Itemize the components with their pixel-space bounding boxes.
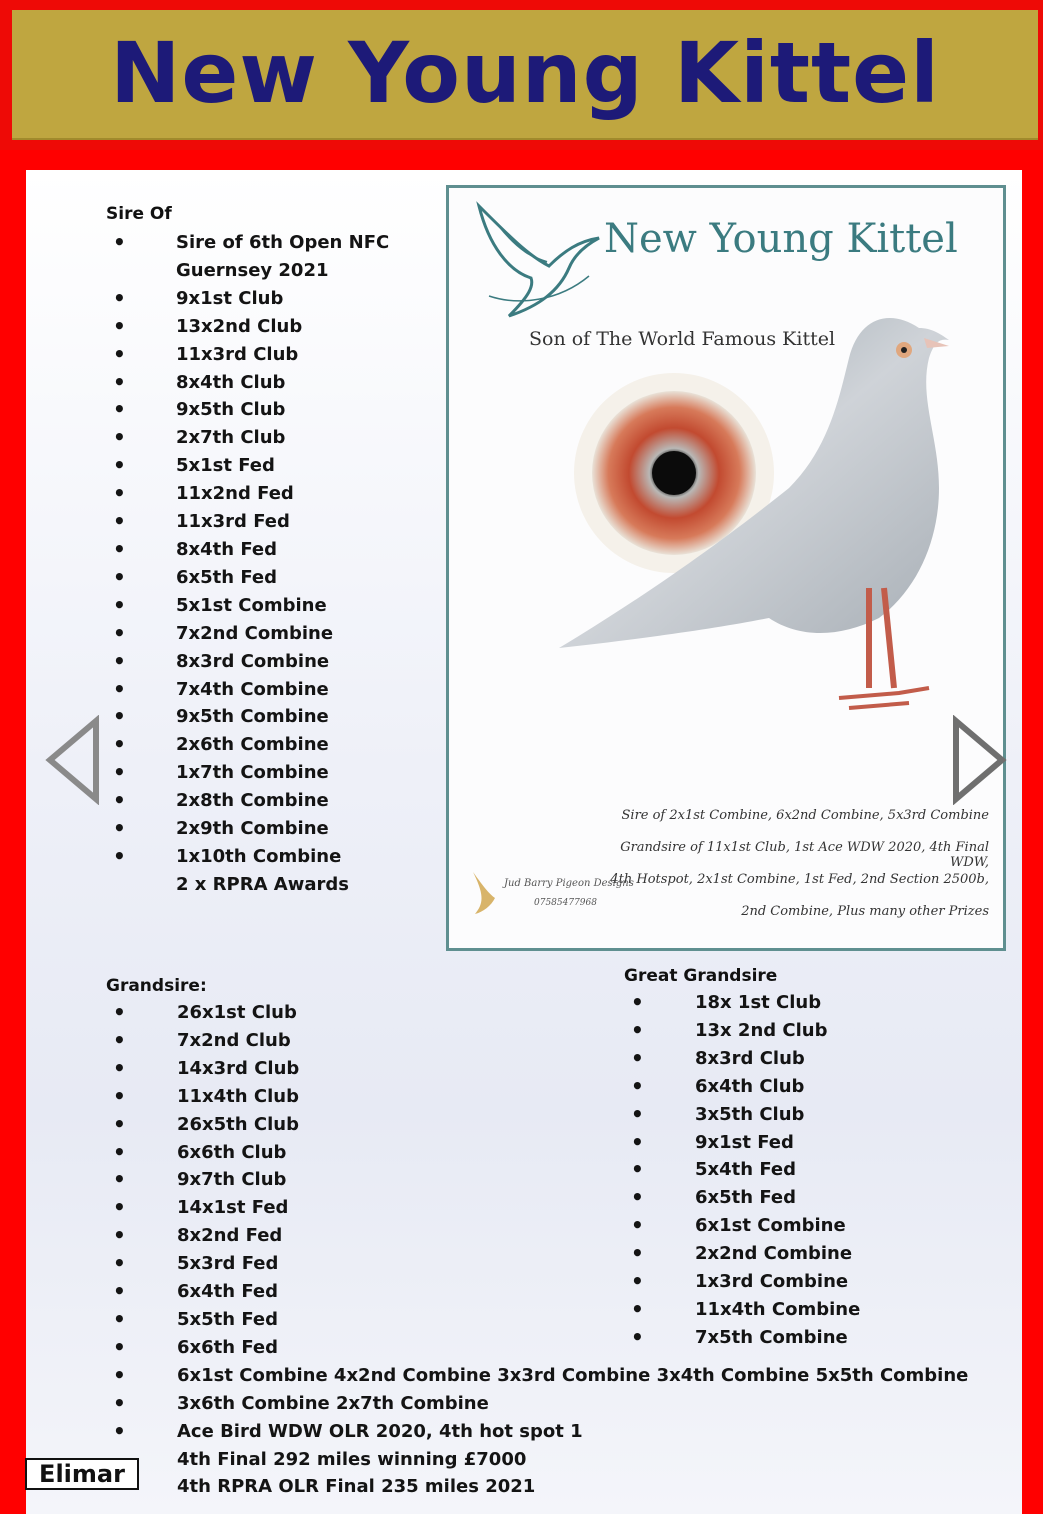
- bullet-icon: •: [631, 1017, 644, 1042]
- bullet-icon: •: [113, 1027, 126, 1052]
- sire-of-item-text: 8x4th Club: [176, 371, 286, 393]
- bullet-icon: •: [631, 1101, 644, 1126]
- bullet-icon: •: [631, 1185, 644, 1210]
- grandsire-item: [107, 1446, 968, 1474]
- sire-of-item-text: Guernsey 2021: [176, 259, 329, 281]
- bullet-icon: •: [113, 1223, 126, 1248]
- sire-of-item: [107, 369, 389, 397]
- sire-of-item-text: 2x7th Club: [176, 427, 286, 449]
- card-line-2: Grandsire of 11x1st Club, 1st Ace WDW 2020, 4th Final WDW,: [620, 840, 989, 870]
- bullet-icon: •: [113, 704, 126, 729]
- sire-of-item-text: 1x10th Combine: [176, 845, 342, 867]
- great-grandsire-heading: Great Grandsire: [624, 966, 778, 986]
- bullet-icon: •: [113, 1000, 126, 1024]
- card-contact: Jud Barry Pigeon Designs: [504, 878, 634, 889]
- sire-of-item-text: 8x4th Fed: [176, 538, 278, 560]
- sire-of-item: [107, 815, 389, 843]
- sire-of-item-text: 6x5th Fed: [176, 566, 278, 588]
- bullet-icon: •: [631, 1073, 644, 1098]
- bullet-icon: •: [113, 1251, 126, 1276]
- sire-of-item: [107, 480, 389, 508]
- great-grandsire-item: [625, 1212, 860, 1240]
- sire-of-item-text: 9x5th Combine: [176, 706, 329, 728]
- bullet-icon: •: [113, 453, 126, 478]
- sire-of-item: [107, 564, 389, 592]
- bullet-icon: •: [631, 1269, 644, 1294]
- title-banner: [0, 0, 1043, 150]
- great-grandsire-item-text: 3x5th Club: [695, 1103, 805, 1125]
- great-grandsire-item-text: 8x3rd Club: [695, 1047, 805, 1069]
- bullet-icon: •: [631, 1324, 644, 1349]
- sire-of-item-text: 11x3rd Fed: [176, 511, 290, 533]
- sire-of-item: [107, 871, 389, 899]
- great-grandsire-item: [625, 1240, 860, 1268]
- great-grandsire-item: [625, 1156, 860, 1184]
- sire-of-item-text: 13x2nd Club: [176, 315, 303, 337]
- card-line-1: Sire of 2x1st Combine, 6x2nd Combine, 5x3rd Combine: [621, 808, 989, 823]
- sire-of-item-text: 11x3rd Club: [176, 343, 299, 365]
- grandsire-item-text: 6x6th Club: [177, 1141, 287, 1163]
- sire-of-item-text: 2x8th Combine: [176, 790, 329, 812]
- grandsire-item-text: 5x5th Fed: [177, 1308, 279, 1330]
- bullet-icon: •: [113, 285, 126, 310]
- sire-of-item: [107, 396, 389, 424]
- page-title: New Young Kittel: [110, 24, 940, 122]
- logo-text: Elimar: [39, 1460, 125, 1488]
- great-grandsire-item: [625, 1129, 860, 1157]
- grandsire-item-text: 5x3rd Fed: [177, 1253, 279, 1275]
- card-subtitle: Son of The World Famous Kittel: [529, 328, 836, 350]
- sire-of-item-text: 11x2nd Fed: [176, 483, 294, 505]
- bullet-icon: •: [113, 341, 126, 366]
- sire-of-item: [107, 592, 389, 620]
- sire-of-item-text: Sire of 6th Open NFC: [176, 232, 390, 253]
- sire-of-item: [107, 424, 389, 452]
- sire-of-item-text: 2x6th Combine: [176, 734, 329, 756]
- great-grandsire-item-text: 9x1st Fed: [695, 1131, 794, 1153]
- bullet-icon: •: [113, 760, 126, 785]
- great-grandsire-item-text: 6x5th Fed: [695, 1187, 797, 1209]
- bullet-icon: •: [631, 1045, 644, 1070]
- grandsire-item-text: 14x1st Fed: [177, 1197, 289, 1219]
- great-grandsire-item-text: 6x1st Combine: [695, 1215, 846, 1237]
- sire-of-heading: Sire Of: [106, 204, 172, 224]
- great-grandsire-item-text: 1x3rd Combine: [695, 1271, 849, 1293]
- great-grandsire-item: [625, 1073, 860, 1101]
- bullet-icon: •: [113, 1279, 126, 1304]
- bullet-icon: •: [113, 732, 126, 757]
- bullet-icon: •: [113, 648, 126, 673]
- bullet-icon: •: [113, 1362, 126, 1387]
- bullet-icon: •: [113, 592, 126, 617]
- bullet-icon: •: [113, 1418, 126, 1443]
- great-grandsire-item: [625, 1101, 860, 1129]
- sire-of-item: [107, 731, 389, 759]
- sire-of-list: [107, 229, 389, 899]
- great-grandsire-item: [625, 989, 860, 1017]
- chevron-right-icon[interactable]: [950, 715, 1010, 805]
- grandsire-item-text: 6x6th Fed: [177, 1336, 279, 1358]
- bullet-icon: •: [113, 1334, 126, 1359]
- sire-of-item-text: 7x2nd Combine: [176, 622, 334, 644]
- great-grandsire-list: [625, 989, 860, 1352]
- card-line-3: 4th Hotspot, 2x1st Combine, 1st Fed, 2nd Section 2500b,: [610, 872, 989, 887]
- sire-of-item-text: 1x7th Combine: [176, 762, 329, 784]
- great-grandsire-item: [625, 1045, 860, 1073]
- sire-of-item: [107, 257, 389, 285]
- sire-of-item: [107, 229, 389, 257]
- sire-of-item: [107, 536, 389, 564]
- bullet-icon: •: [113, 788, 126, 813]
- bullet-icon: •: [113, 1083, 126, 1108]
- bullet-icon: •: [631, 1129, 644, 1154]
- grandsire-item-text: 6x4th Fed: [177, 1281, 279, 1303]
- great-grandsire-item-text: 18x 1st Club: [695, 992, 822, 1013]
- bullet-icon: •: [113, 1390, 126, 1415]
- sire-of-item: [107, 787, 389, 815]
- chevron-left-icon[interactable]: [44, 715, 104, 805]
- pigeon-card: [446, 185, 1006, 951]
- grandsire-item-text: 8x2nd Fed: [177, 1225, 283, 1247]
- great-grandsire-item-text: 7x5th Combine: [695, 1326, 848, 1348]
- sire-of-item-text: 8x3rd Combine: [176, 650, 330, 672]
- sire-of-item: [107, 508, 389, 536]
- grandsire-heading: Grandsire:: [106, 976, 207, 996]
- great-grandsire-item-text: 6x4th Club: [695, 1075, 805, 1097]
- grandsire-item-text: 26x1st Club: [177, 1002, 297, 1023]
- bullet-icon: •: [113, 1195, 126, 1220]
- bullet-icon: •: [113, 1167, 126, 1192]
- bullet-icon: •: [631, 1157, 644, 1182]
- great-grandsire-item: [625, 1017, 860, 1045]
- great-grandsire-item: [625, 1268, 860, 1296]
- bullet-icon: •: [113, 1139, 126, 1164]
- sire-of-item: [107, 313, 389, 341]
- grandsire-item-text: 4th Final 292 miles winning £7000: [177, 1448, 527, 1470]
- bullet-icon: •: [631, 990, 644, 1014]
- title-panel: [12, 10, 1038, 140]
- bullet-icon: •: [113, 481, 126, 506]
- bullet-icon: •: [113, 536, 126, 561]
- grandsire-item: [107, 1362, 968, 1390]
- grandsire-item-text: 11x4th Club: [177, 1085, 299, 1107]
- sire-of-item-text: 7x4th Combine: [176, 678, 329, 700]
- sire-of-item: [107, 703, 389, 731]
- bullet-icon: •: [631, 1213, 644, 1238]
- elimar-logo: [25, 1458, 139, 1490]
- great-grandsire-item: [625, 1296, 860, 1324]
- sire-of-item: [107, 676, 389, 704]
- bullet-icon: •: [113, 564, 126, 589]
- bullet-icon: •: [113, 313, 126, 338]
- card-line-4: 2nd Combine, Plus many other Prizes: [741, 904, 989, 919]
- bullet-icon: •: [113, 676, 126, 701]
- grandsire-item-text: Ace Bird WDW OLR 2020, 4th hot spot 1: [177, 1420, 583, 1442]
- card-title: New Young Kittel: [604, 216, 958, 262]
- grandsire-item-text: 7x2nd Club: [177, 1029, 291, 1051]
- bullet-icon: •: [113, 620, 126, 645]
- dove-small-icon: [469, 868, 503, 916]
- sire-of-item: [107, 759, 389, 787]
- bullet-icon: •: [113, 230, 126, 254]
- sire-of-item-text: 2 x RPRA Awards: [176, 873, 349, 895]
- grandsire-item: [107, 1390, 968, 1418]
- grandsire-item-text: 9x7th Club: [177, 1169, 287, 1191]
- bullet-icon: •: [113, 509, 126, 534]
- sire-of-item: [107, 341, 389, 369]
- bullet-icon: •: [113, 1055, 126, 1080]
- sire-of-item: [107, 285, 389, 313]
- bullet-icon: •: [113, 369, 126, 394]
- bullet-icon: •: [113, 816, 126, 841]
- great-grandsire-item-text: 13x 2nd Club: [695, 1019, 828, 1041]
- bullet-icon: •: [631, 1241, 644, 1266]
- great-grandsire-item: [625, 1184, 860, 1212]
- grandsire-item-text: 14x3rd Club: [177, 1057, 300, 1079]
- grandsire-item: [107, 1473, 968, 1501]
- sire-of-item: [107, 648, 389, 676]
- great-grandsire-item-text: 2x2nd Combine: [695, 1243, 853, 1265]
- sire-of-item-text: 9x5th Club: [176, 399, 286, 421]
- sire-of-item: [107, 843, 389, 871]
- bullet-icon: •: [113, 843, 126, 868]
- sire-of-item: [107, 452, 389, 480]
- sire-of-item-text: 5x1st Fed: [176, 455, 275, 477]
- great-grandsire-item-text: 5x4th Fed: [695, 1159, 797, 1181]
- bullet-icon: •: [113, 397, 126, 422]
- grandsire-item-text: 4th RPRA OLR Final 235 miles 2021: [177, 1476, 536, 1498]
- grandsire-item-text: 26x5th Club: [177, 1113, 299, 1135]
- grandsire-item: [107, 1418, 968, 1446]
- sire-of-item-text: 5x1st Combine: [176, 594, 327, 616]
- bullet-icon: •: [113, 1111, 126, 1136]
- sire-of-item-text: 9x1st Club: [176, 287, 284, 309]
- card-phone: 07585477968: [534, 898, 597, 908]
- sire-of-item-text: 2x9th Combine: [176, 818, 329, 840]
- bullet-icon: •: [113, 425, 126, 450]
- pigeon-image: [539, 288, 979, 788]
- bullet-icon: •: [113, 1306, 126, 1331]
- grandsire-item-text: 3x6th Combine 2x7th Combine: [177, 1392, 489, 1414]
- bullet-icon: •: [631, 1296, 644, 1321]
- great-grandsire-item: [625, 1324, 860, 1352]
- great-grandsire-item-text: 11x4th Combine: [695, 1298, 861, 1320]
- sire-of-item: [107, 620, 389, 648]
- grandsire-item-text: 6x1st Combine 4x2nd Combine 3x3rd Combine 3x4th Combine 5x5th Combine: [177, 1364, 969, 1386]
